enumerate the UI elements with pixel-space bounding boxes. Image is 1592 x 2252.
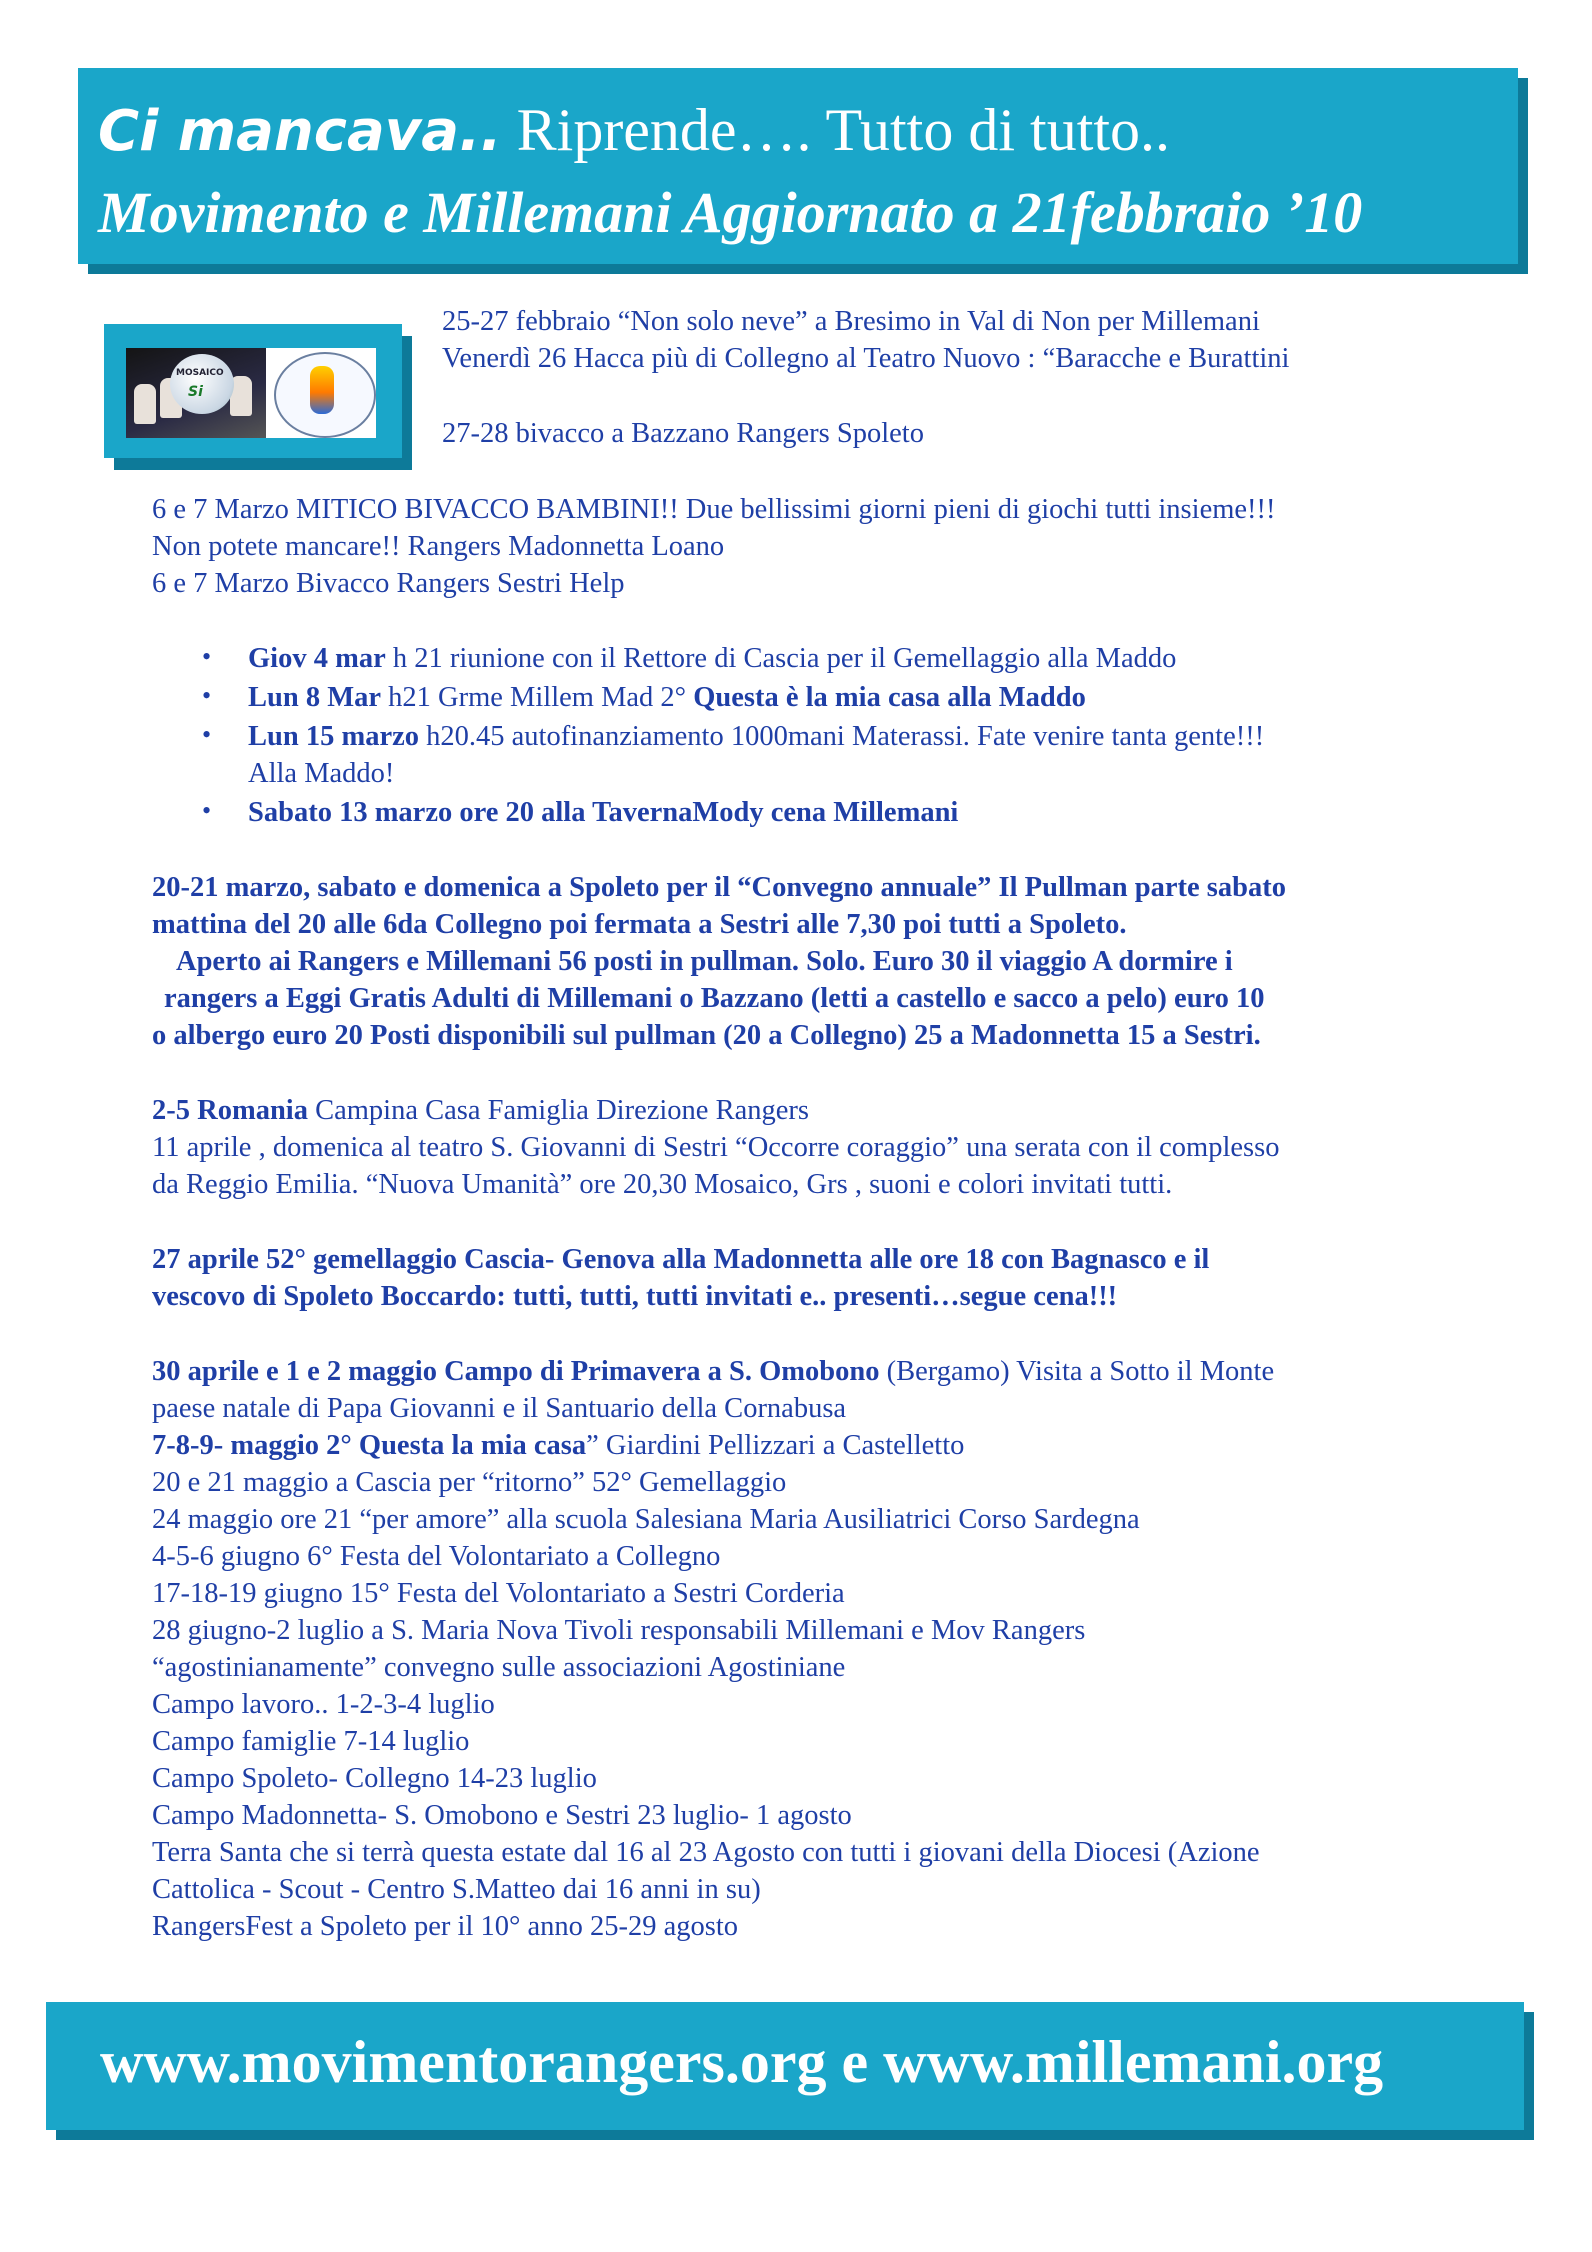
schedule-line-8: 28 giugno-2 luglio a S. Maria Nova Tivoli responsabili Millemani e Mov Rangers bbox=[152, 1615, 1086, 1646]
intro-line-3: 27-28 bivacco a Bazzano Rangers Spoleto bbox=[442, 418, 924, 449]
bullet-item-4: Sabato 13 marzo ore 20 alla TavernaMody cena Millemani bbox=[248, 797, 959, 828]
footer-urls[interactable]: www.movimentorangers.org e www.millemani.org bbox=[100, 2029, 1384, 2095]
april-romania-text: Campina Casa Famiglia Direzione Rangers bbox=[307, 1095, 809, 1126]
gemellaggio-line-1: 27 aprile 52° gemellaggio Cascia- Genova alla Madonnetta alle ore 18 con Bagnasco e il bbox=[152, 1244, 1210, 1275]
header-script-text: Ci mancava.. bbox=[98, 99, 502, 164]
convegno-line-4: rangers a Eggi Gratis Adulti di Millemani o Bazzano (letti a castello e sacco a pelo) euro 10 bbox=[164, 983, 1265, 1014]
convegno-line-1: 20-21 marzo, sabato e domenica a Spoleto per il “Convegno annuale” Il Pullman parte sabato bbox=[152, 872, 1286, 903]
schedule-1-event: 30 aprile e 1 e 2 maggio Campo di Primavera a S. Omobono bbox=[152, 1356, 880, 1387]
bullet-icon: • bbox=[202, 720, 212, 749]
intro-line-2: Venerdì 26 Hacca più di Collegno al Teatro Nuovo : “Baracche e Burattini bbox=[442, 343, 1290, 374]
convegno-line-2: mattina del 20 alle 6da Collegno poi fermata a Sestri alle 7,30 poi tutti a Spoleto. bbox=[152, 909, 1127, 940]
convegno-line-3: Aperto ai Rangers e Millemani 56 posti in pullman. Solo. Euro 30 il viaggio A dormire i bbox=[176, 946, 1233, 977]
schedule-line-16: RangersFest a Spoleto per il 10° anno 25-29 agosto bbox=[152, 1911, 739, 1942]
gemellaggio-line-2: vescovo di Spoleto Boccardo: tutti, tutti, tutti invitati e.. presenti…segue cena!!! bbox=[152, 1281, 1118, 1312]
schedule-line-9: “agostinianamente” convegno sulle associazioni Agostiniane bbox=[152, 1652, 846, 1683]
logo-badge-text: Si bbox=[188, 384, 203, 400]
april-romania-date: 2-5 Romania bbox=[152, 1095, 308, 1126]
bullet-item-1 bbox=[248, 645, 1176, 674]
header-line-1-rest: Riprende…. Tutto di tutto.. bbox=[501, 97, 1171, 163]
schedule-line-1 bbox=[152, 1358, 1274, 1387]
march-line-1: 6 e 7 Marzo MITICO BIVACCO BAMBINI!! Due bellissimi giorni pieni di giochi tutti insieme!!! bbox=[152, 494, 1276, 525]
bullet-3-date: Lun 15 marzo bbox=[248, 721, 419, 752]
bullet-2-date: Lun 8 Mar bbox=[248, 682, 382, 713]
bullet-icon: • bbox=[202, 642, 212, 671]
logo-ball-text: MOSAICO bbox=[176, 368, 224, 378]
schedule-line-12: Campo Spoleto- Collegno 14-23 luglio bbox=[152, 1763, 597, 1794]
schedule-3-event: 7-8-9- maggio 2° Questa la mia casa bbox=[152, 1430, 587, 1461]
convegno-line-5: o albergo euro 20 Posti disponibili sul pullman (20 a Collegno) 25 a Madonnetta 15 a Sestri. bbox=[152, 1020, 1261, 1051]
march-line-2: Non potete mancare!! Rangers Madonnetta Loano bbox=[152, 531, 725, 562]
schedule-1-text: (Bergamo) Visita a Sotto il Monte bbox=[879, 1356, 1275, 1387]
bullet-icon: • bbox=[202, 681, 212, 710]
april-line-1 bbox=[152, 1097, 809, 1126]
child-figure-icon bbox=[310, 366, 334, 414]
schedule-3-text: ” Giardini Pellizzari a Castelletto bbox=[586, 1430, 965, 1461]
schedule-line-15: Cattolica - Scout - Centro S.Matteo dai 16 anni in su) bbox=[152, 1874, 761, 1905]
march-line-3: 6 e 7 Marzo Bivacco Rangers Sestri Help bbox=[152, 568, 625, 599]
header-line-1 bbox=[98, 97, 1171, 164]
logo-frame bbox=[104, 324, 402, 458]
schedule-line-14: Terra Santa che si terrà questa estate dal 16 al 23 Agosto con tutti i giovani della Diocesi (Azione bbox=[152, 1837, 1260, 1868]
bullet-1-text: h 21 riunione con il Rettore di Cascia per il Gemellaggio alla Maddo bbox=[385, 643, 1177, 674]
bullet-item-2 bbox=[248, 684, 1086, 713]
ball-icon bbox=[170, 354, 234, 414]
bullet-icon: • bbox=[202, 796, 212, 825]
bullet-item-3 bbox=[248, 723, 1264, 752]
intro-line-1: 25-27 febbraio “Non solo neve” a Bresimo in Val di Non per Millemani bbox=[442, 306, 1260, 337]
bullet-2-event: Questa è la mia casa alla Maddo bbox=[693, 682, 1086, 713]
schedule-line-13: Campo Madonnetta- S. Omobono e Sestri 23 luglio- 1 agosto bbox=[152, 1800, 852, 1831]
schedule-line-6: 4-5-6 giugno 6° Festa del Volontariato a Collegno bbox=[152, 1541, 721, 1572]
header-line-2: Movimento e Millemani Aggiornato a 21febbraio ’10 bbox=[98, 180, 1363, 245]
schedule-line-3 bbox=[152, 1432, 964, 1461]
schedule-line-11: Campo famiglie 7-14 luglio bbox=[152, 1726, 470, 1757]
schedule-line-2: paese natale di Papa Giovanni e il Santuario della Cornabusa bbox=[152, 1393, 847, 1424]
bullet-2-text: h21 Grme Millem Mad 2° bbox=[381, 682, 694, 713]
schedule-line-5: 24 maggio ore 21 “per amore” alla scuola Salesiana Maria Ausiliatrici Corso Sardegna bbox=[152, 1504, 1140, 1535]
header-banner bbox=[78, 68, 1518, 264]
bullet-item-3-cont: Alla Maddo! bbox=[248, 758, 395, 789]
hand-icon bbox=[134, 384, 156, 424]
schedule-line-4: 20 e 21 maggio a Cascia per “ritorno” 52° Gemellaggio bbox=[152, 1467, 787, 1498]
bullet-3-text: h20.45 autofinanziamento 1000mani Materassi. Fate venire tanta gente!!! bbox=[419, 721, 1265, 752]
april-line-2: 11 aprile , domenica al teatro S. Giovanni di Sestri “Occorre coraggio” una serata con il complesso bbox=[152, 1132, 1280, 1163]
bullet-1-date: Giov 4 mar bbox=[248, 643, 386, 674]
schedule-line-10: Campo lavoro.. 1-2-3-4 luglio bbox=[152, 1689, 495, 1720]
april-line-3: da Reggio Emilia. “Nuova Umanità” ore 20,30 Mosaico, Grs , suoni e colori invitati tutti. bbox=[152, 1169, 1173, 1200]
footer-banner bbox=[46, 2002, 1524, 2130]
schedule-line-7: 17-18-19 giugno 15° Festa del Volontariato a Sestri Corderia bbox=[152, 1578, 845, 1609]
logo-image bbox=[126, 348, 376, 438]
